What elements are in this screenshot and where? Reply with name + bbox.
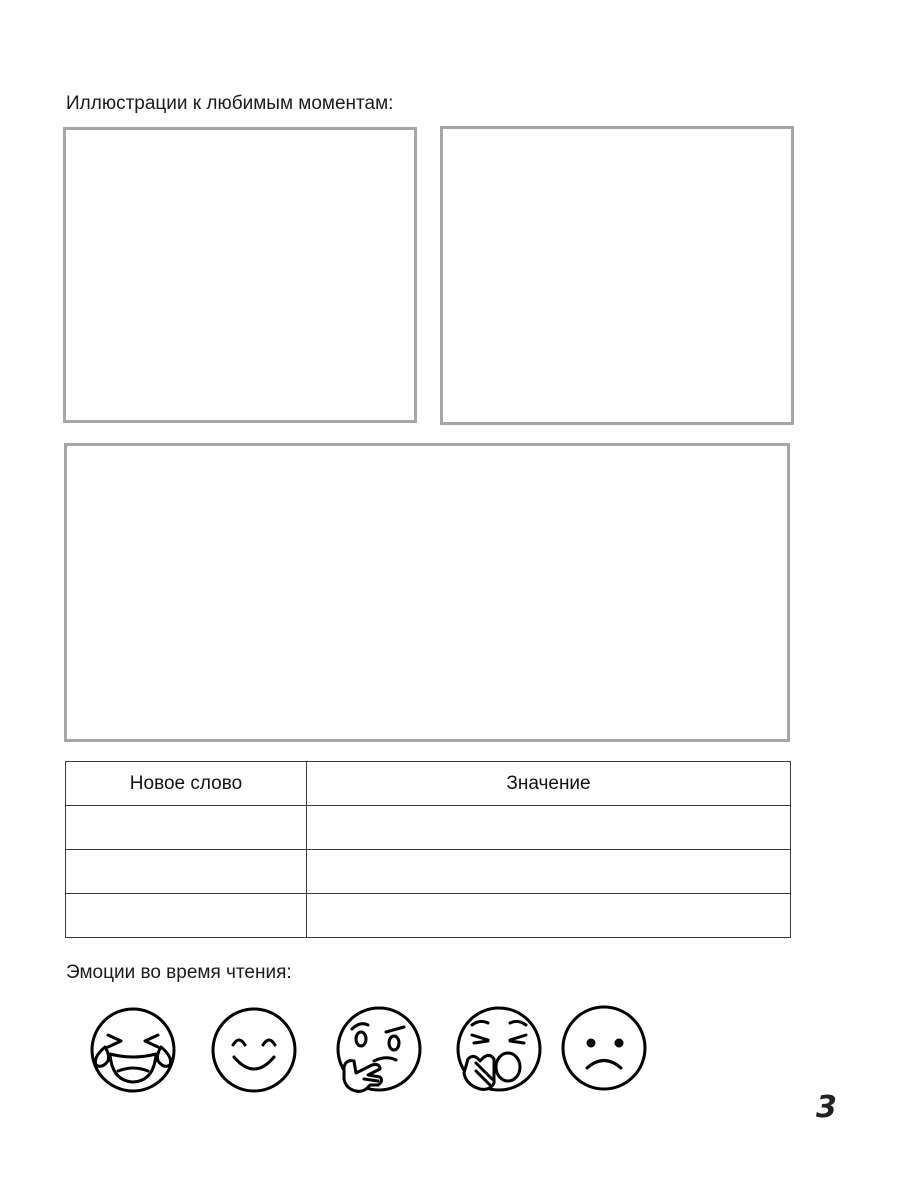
laughing-with-tears-icon[interactable] [88,1005,178,1095]
new-word-cell[interactable] [66,850,307,894]
column-header-meaning: Значение [307,762,791,806]
table-row [66,850,791,894]
table-row [66,894,791,938]
meaning-cell[interactable] [307,806,791,850]
meaning-cell[interactable] [307,850,791,894]
illustration-frame-3[interactable] [64,443,790,742]
new-word-cell[interactable] [66,806,307,850]
yawning-icon[interactable] [454,1005,544,1095]
illustrations-heading: Иллюстрации к любимым моментам: [66,93,394,114]
illustration-frame-1[interactable] [63,127,417,423]
vocabulary-table [65,761,791,938]
table-header-row [66,762,791,806]
sad-icon[interactable] [559,1005,649,1095]
meaning-cell[interactable] [307,894,791,938]
page-number: 3 [816,1090,837,1125]
column-header-new-word: Новое слово [66,762,307,806]
new-word-cell[interactable] [66,894,307,938]
smiling-icon[interactable] [209,1005,299,1095]
table-row [66,806,791,850]
emotions-heading: Эмоции во время чтения: [66,962,292,983]
thinking-icon[interactable] [334,1005,424,1095]
illustration-frame-2[interactable] [440,126,794,425]
